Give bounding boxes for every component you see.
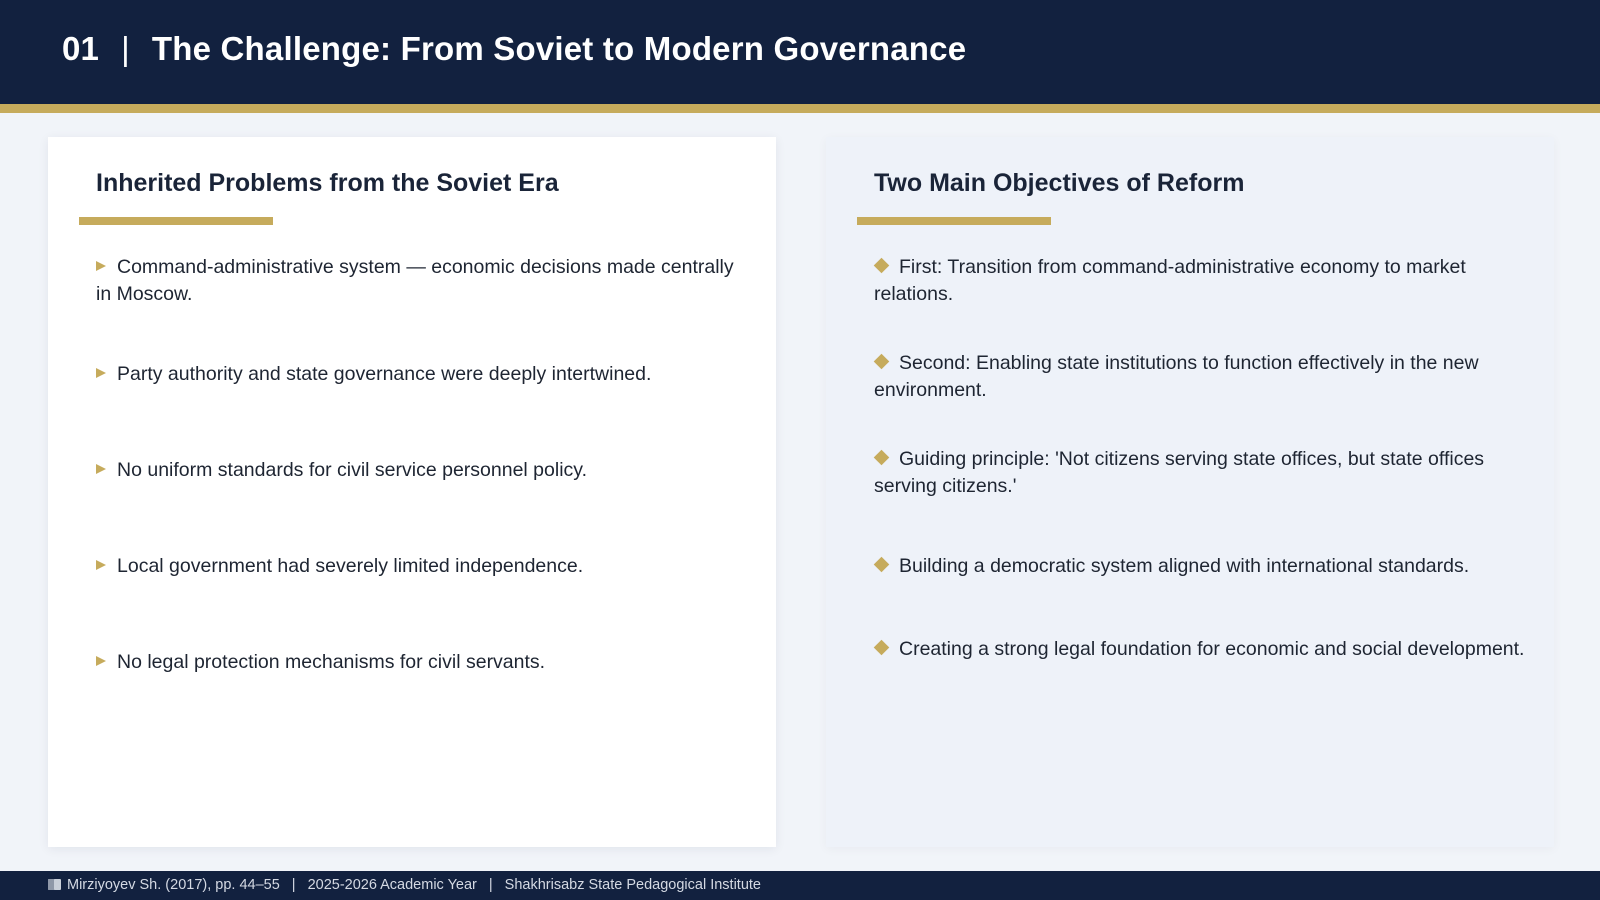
heading-underline: [857, 217, 1051, 225]
list-item-text: No legal protection mechanisms for civil servants.: [117, 651, 546, 673]
title-separator: |: [121, 30, 130, 67]
diamond-bullet-icon: [874, 354, 890, 370]
section-number: 01: [62, 30, 100, 67]
list-item: [96, 457, 736, 484]
footer-text: [48, 871, 761, 900]
list-item-text: Party authority and state governance were deeply intertwined.: [117, 363, 652, 385]
inherited-problems-card: [48, 137, 776, 847]
list-item-text: Command-administrative system — economic decisions made centrally in Moscow.: [96, 256, 734, 305]
list-item: [96, 254, 736, 308]
footer-citation: Mirziyoyev Sh. (2017), pp. 44–55: [67, 877, 280, 893]
list-item: [874, 254, 1534, 308]
diamond-bullet-icon: [874, 450, 890, 466]
list-item-text: Creating a strong legal foundation for economic and social development.: [899, 638, 1525, 660]
book-icon: [48, 879, 61, 890]
list-item: [96, 649, 736, 676]
footer-bar: [0, 871, 1600, 900]
triangle-bullet-icon: [96, 464, 106, 474]
reform-objectives-card: [826, 137, 1554, 847]
diamond-bullet-icon: [874, 557, 890, 573]
list-item-text: First: Transition from command-administrative economy to market relations.: [874, 256, 1466, 305]
list-item-text: Second: Enabling state institutions to function effectively in the new environment.: [874, 352, 1479, 401]
triangle-bullet-icon: [96, 560, 106, 570]
page-title: [62, 30, 966, 68]
list-item: [96, 361, 736, 388]
list-item: [96, 553, 736, 580]
list-item: [874, 350, 1534, 404]
heading-underline: [79, 217, 273, 225]
list-item-text: Guiding principle: 'Not citizens serving state offices, but state offices serving citizens.': [874, 448, 1485, 497]
header-bar: [0, 0, 1600, 104]
diamond-bullet-icon: [874, 258, 890, 274]
list-item-text: Building a democratic system aligned with international standards.: [899, 555, 1470, 577]
list-item: [874, 446, 1534, 500]
header-gold-rule: [0, 104, 1600, 113]
footer-academic-year: 2025-2026 Academic Year: [307, 877, 477, 893]
list-item: [874, 636, 1534, 663]
list-item-text: No uniform standards for civil service personnel policy.: [117, 459, 587, 481]
list-item-text: Local government had severely limited independence.: [117, 555, 584, 577]
inherited-problems-heading: Inherited Problems from the Soviet Era: [96, 169, 559, 197]
reform-objectives-heading: Two Main Objectives of Reform: [874, 169, 1245, 197]
title-text: The Challenge: From Soviet to Modern Governance: [151, 30, 967, 67]
triangle-bullet-icon: [96, 656, 106, 666]
list-item: [874, 553, 1534, 580]
footer-institution: Shakhrisabz State Pedagogical Institute: [504, 877, 761, 893]
footer-separator: |: [488, 877, 493, 893]
footer-separator: |: [291, 877, 296, 893]
triangle-bullet-icon: [96, 261, 106, 271]
triangle-bullet-icon: [96, 368, 106, 378]
diamond-bullet-icon: [874, 640, 890, 656]
